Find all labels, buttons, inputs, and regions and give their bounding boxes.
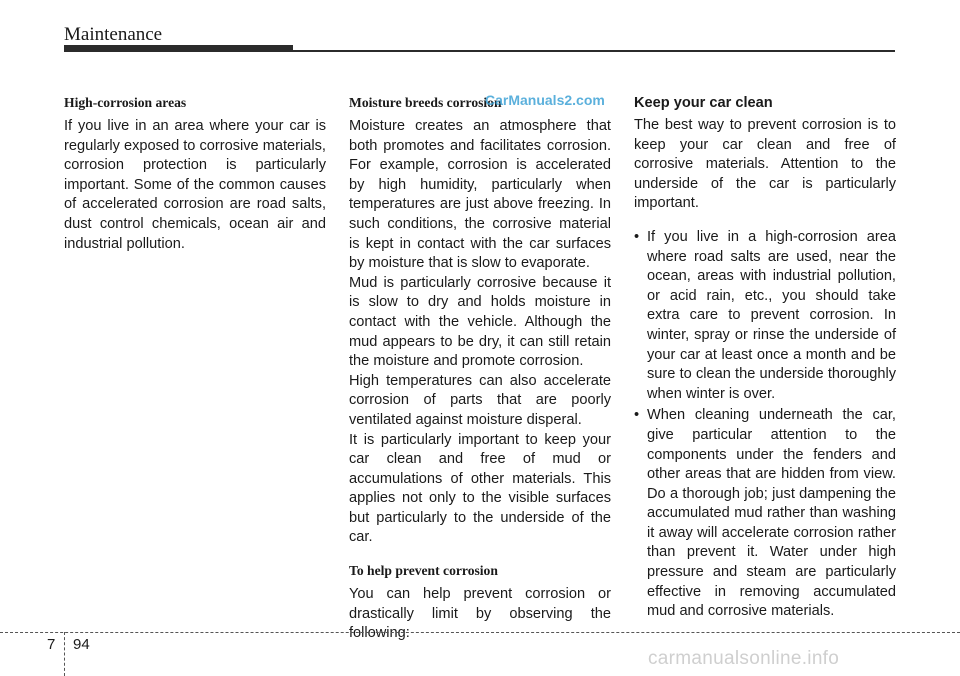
column-left — [64, 94, 326, 254]
footer-divider — [64, 632, 65, 676]
header-bar — [64, 45, 293, 52]
heading-to-help-prevent-corrosion: To help prevent corrosion — [349, 563, 498, 579]
paragraph: High temperatures can also accelerate corrosion of parts that are poorly ventilated against moisture disperal. — [349, 372, 611, 428]
heading-high-corrosion-areas: High-corrosion areas — [64, 95, 187, 110]
heading-keep-your-car-clean: Keep your car clean — [634, 95, 773, 111]
paragraph: Moisture creates an atmosphere that both promotes and facilitates corrosion. For example, corrosion is accelerated by high humidity, particularly when temperatures are just above freezing. In such conditions, the corrosive material is kept in contact with the car surfaces by moisture that is slow to evaporate. — [349, 118, 611, 272]
footer-site-watermark: carmanualsonline.info — [648, 648, 840, 669]
paragraph: It is particularly important to keep your car clean and free of mud or accumulations of other materials. This applies not only to the visible surfaces but particularly to the underside of the car. — [349, 431, 611, 546]
bullet-list — [634, 228, 896, 622]
column-right — [634, 94, 896, 624]
paragraph: You can help prevent corrosion or drastically limit by observing the following: — [349, 586, 611, 642]
header-rule — [293, 50, 895, 52]
page-number: 94 — [73, 636, 90, 653]
paragraph: The best way to prevent corrosion is to keep your car clean and free of corrosive materials. Attention to the underside of the car is particularly important. — [634, 117, 896, 212]
footer-rule — [0, 632, 960, 633]
chapter-number: 7 — [47, 636, 56, 653]
section-title: Maintenance — [64, 24, 163, 45]
paragraph: If you live in an area where your car is regularly exposed to corrosive materials, corrosion protection is particularly important. Some of the common causes of accelerated corrosion are road salts, dust control chemicals, ocean air and industrial pollution. — [64, 118, 326, 252]
watermark-link[interactable]: CarManuals2.com — [485, 92, 605, 108]
list-item: • If you live in a high-corrosion area where road salts are used, near the ocean, areas with industrial pollution, or acid rain, etc., you should take extra care to prevent corrosion. In winter, spray or rinse the underside of your car at least once a month and be sure to clean the underside thoroughly when winter is over. — [634, 228, 896, 404]
heading-moisture-breeds-corrosion: Moisture breeds corrosion — [349, 95, 502, 110]
column-middle — [349, 94, 611, 644]
list-item: • When cleaning underneath the car, give particular attention to the components under the fenders and other areas that are hidden from view. Do a thorough job; just dampening the accumulated mud rather than washing it away will accelerate corrosion rather than prevent it. Water under high pressure and steam are particularly effective in removing accumulated mud and corrosive materials. — [634, 406, 896, 622]
paragraph: Mud is particularly corrosive because it is slow to dry and holds moisture in contact with the vehicle. Although the mud appears to be dry, it can still retain the moisture and promote corrosion. — [349, 274, 611, 370]
